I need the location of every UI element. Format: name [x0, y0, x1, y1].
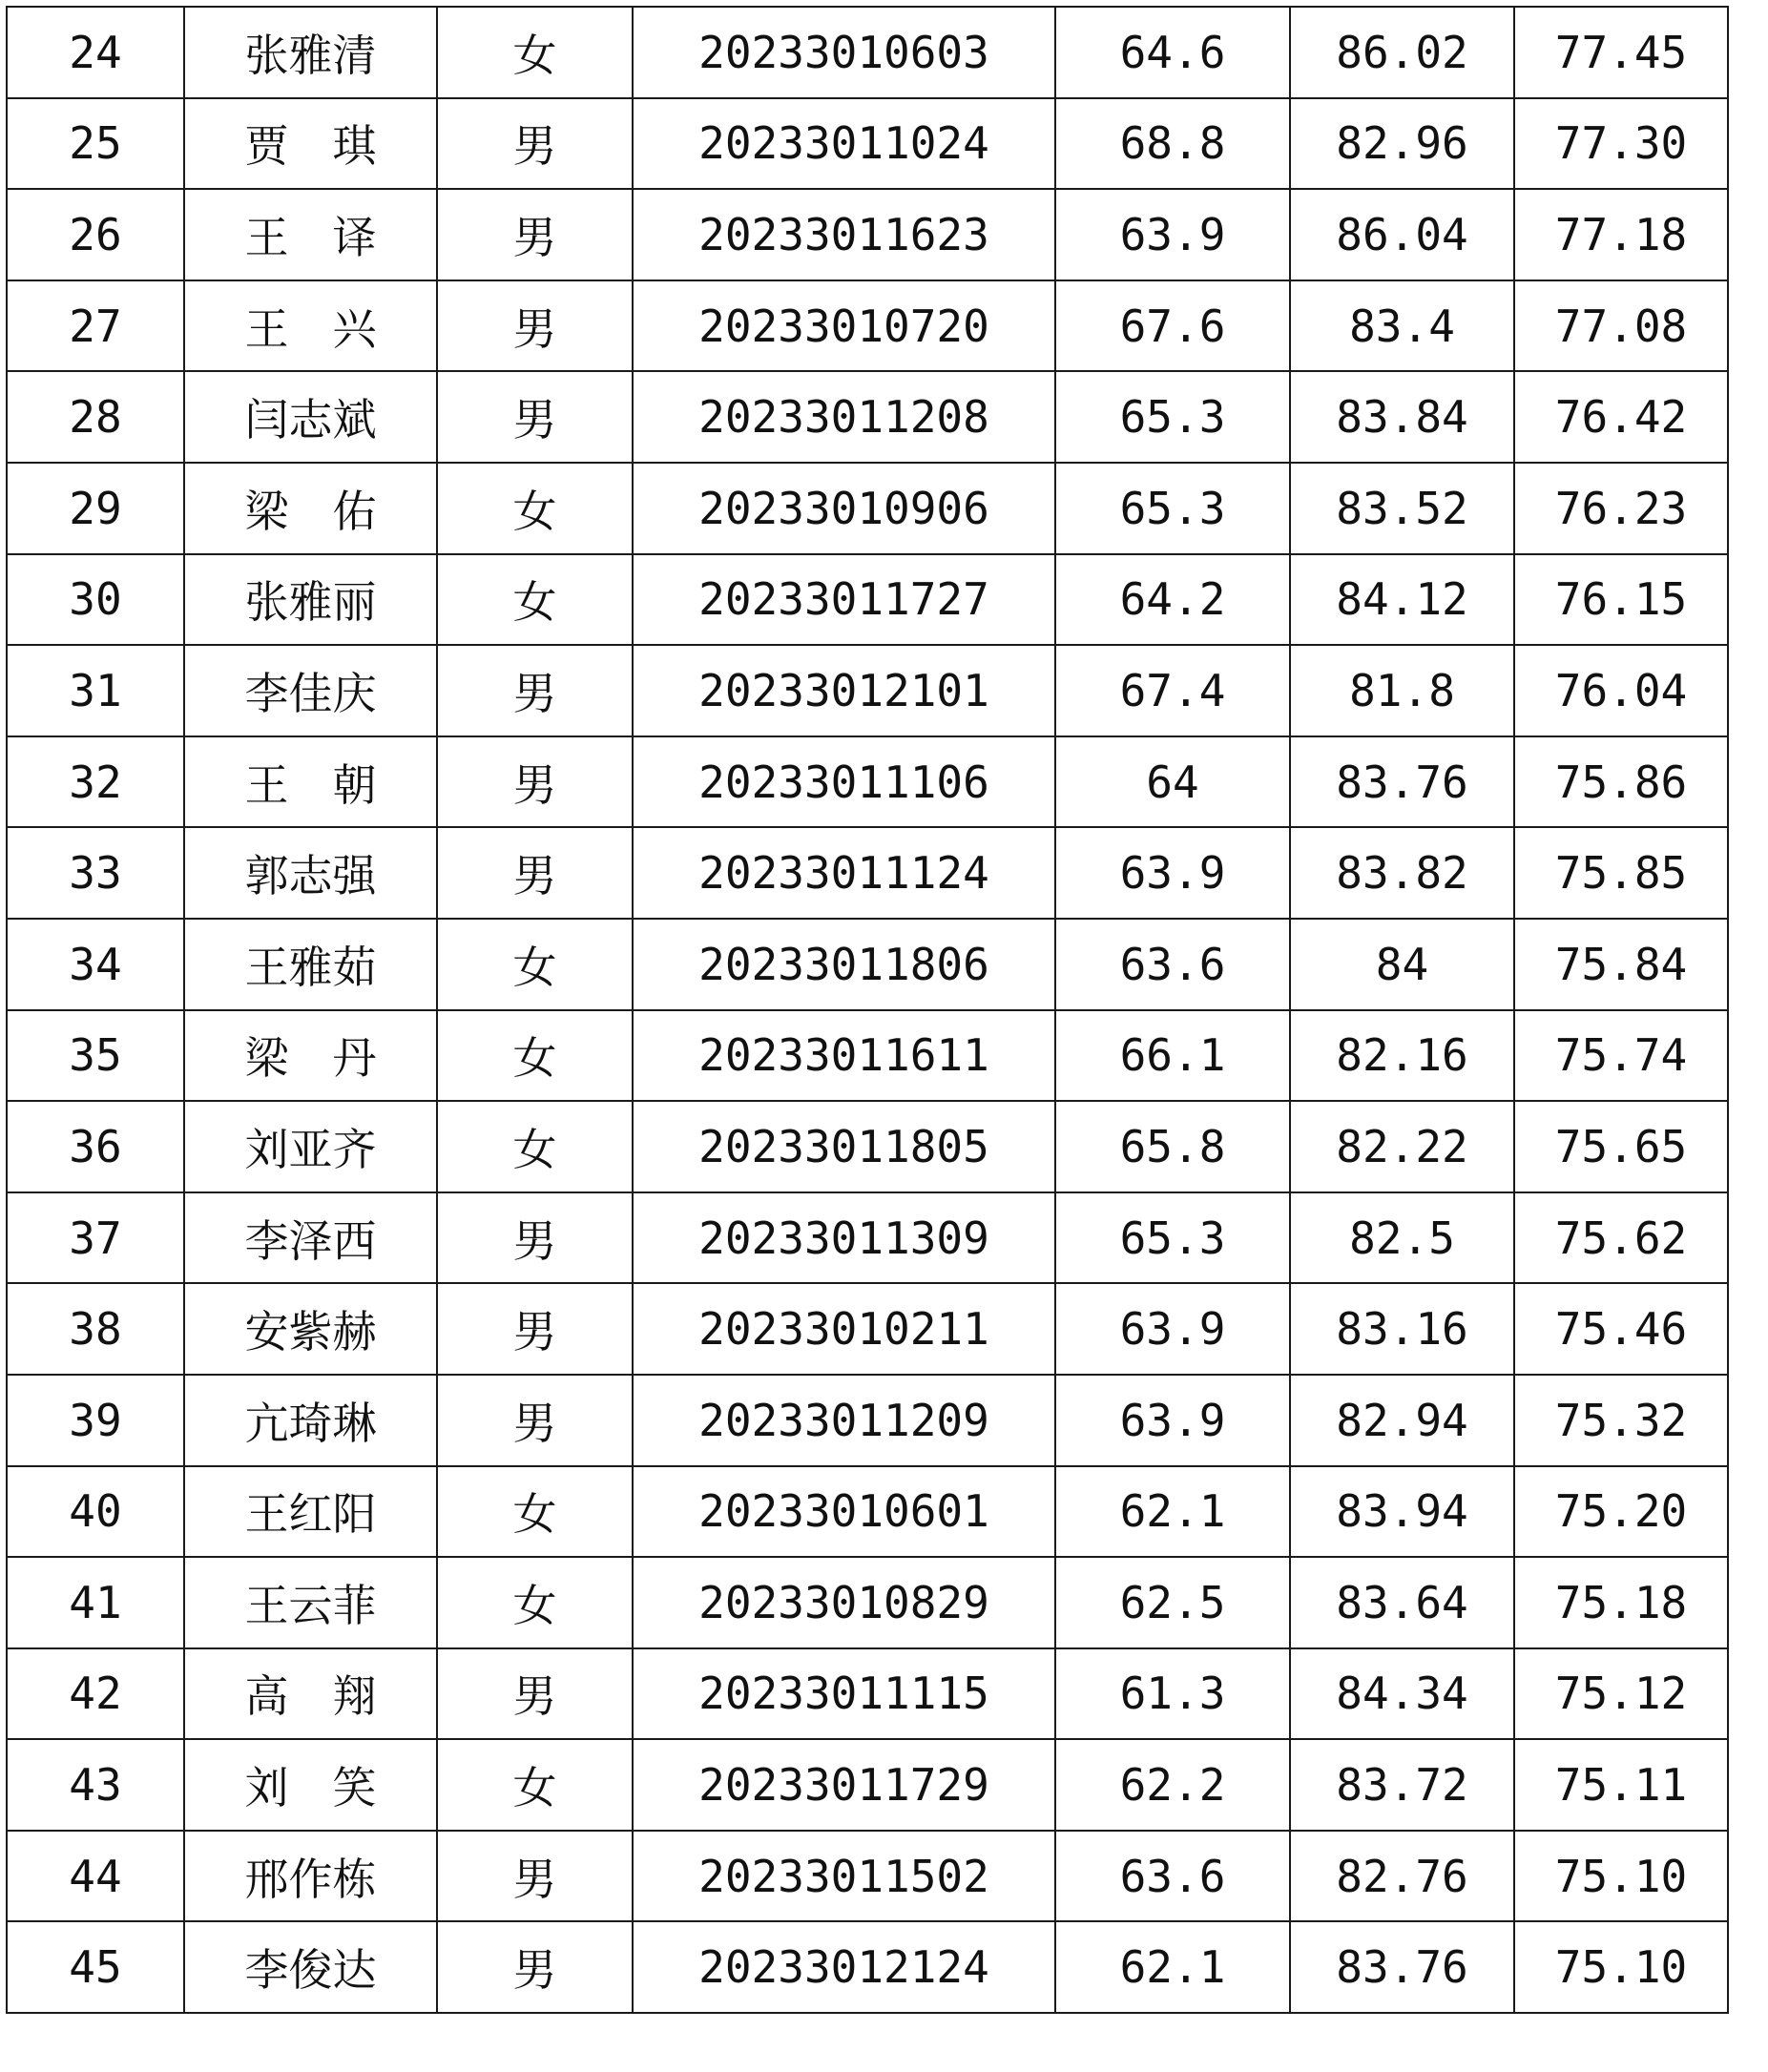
name-cell: 亢琦琳	[184, 1375, 437, 1466]
interview-score-cell: 82.16	[1290, 1010, 1514, 1102]
name-cell: 王雅茹	[184, 919, 437, 1010]
row-number-cell: 32	[7, 736, 184, 828]
exam-id-cell: 20233010603	[633, 7, 1055, 98]
table-row	[7, 1192, 1728, 1284]
total-score-cell: 75.46	[1514, 1283, 1728, 1375]
name-cell: 安紫赫	[184, 1283, 437, 1375]
table-row	[7, 645, 1728, 736]
name-cell: 王 朝	[184, 736, 437, 828]
row-number-cell: 45	[7, 1921, 184, 2013]
row-number-cell: 31	[7, 645, 184, 736]
written-score-cell: 65.3	[1055, 371, 1290, 463]
exam-id-cell: 20233011115	[633, 1648, 1055, 1740]
exam-id-cell: 20233011106	[633, 736, 1055, 828]
total-score-cell: 76.42	[1514, 371, 1728, 463]
table-row	[7, 1557, 1728, 1648]
total-score-cell: 75.62	[1514, 1192, 1728, 1284]
table-row	[7, 1466, 1728, 1558]
exam-id-cell: 20233011209	[633, 1375, 1055, 1466]
written-score-cell: 62.2	[1055, 1739, 1290, 1831]
gender-cell: 女	[437, 463, 633, 554]
name-cell: 梁 佑	[184, 463, 437, 554]
name-cell: 张雅清	[184, 7, 437, 98]
total-score-cell: 75.12	[1514, 1648, 1728, 1740]
table-row	[7, 7, 1728, 98]
exam-id-cell: 20233011805	[633, 1101, 1055, 1192]
name-cell: 李泽西	[184, 1192, 437, 1284]
interview-score-cell: 83.76	[1290, 736, 1514, 828]
total-score-cell: 75.74	[1514, 1010, 1728, 1102]
gender-cell: 男	[437, 827, 633, 919]
name-cell: 李俊达	[184, 1921, 437, 2013]
total-score-cell: 75.10	[1514, 1921, 1728, 2013]
total-score-cell: 77.18	[1514, 189, 1728, 280]
row-number-cell: 26	[7, 189, 184, 280]
name-cell: 王红阳	[184, 1466, 437, 1558]
interview-score-cell: 83.16	[1290, 1283, 1514, 1375]
interview-score-cell: 82.94	[1290, 1375, 1514, 1466]
row-number-cell: 25	[7, 98, 184, 190]
row-number-cell: 30	[7, 554, 184, 646]
exam-id-cell: 20233011208	[633, 371, 1055, 463]
gender-cell: 女	[437, 1101, 633, 1192]
gender-cell: 女	[437, 1739, 633, 1831]
written-score-cell: 63.9	[1055, 189, 1290, 280]
name-cell: 王 兴	[184, 280, 437, 372]
name-cell: 王云菲	[184, 1557, 437, 1648]
written-score-cell: 63.9	[1055, 1283, 1290, 1375]
row-number-cell: 33	[7, 827, 184, 919]
gender-cell: 男	[437, 1831, 633, 1922]
gender-cell: 女	[437, 1557, 633, 1648]
total-score-cell: 76.23	[1514, 463, 1728, 554]
table-row	[7, 1283, 1728, 1375]
name-cell: 梁 丹	[184, 1010, 437, 1102]
interview-score-cell: 82.96	[1290, 98, 1514, 190]
score-table	[6, 6, 1729, 2014]
table-row	[7, 827, 1728, 919]
row-number-cell: 41	[7, 1557, 184, 1648]
written-score-cell: 64	[1055, 736, 1290, 828]
exam-id-cell: 20233011124	[633, 827, 1055, 919]
written-score-cell: 63.9	[1055, 827, 1290, 919]
interview-score-cell: 83.76	[1290, 1921, 1514, 2013]
total-score-cell: 75.18	[1514, 1557, 1728, 1648]
interview-score-cell: 82.76	[1290, 1831, 1514, 1922]
exam-id-cell: 20233011729	[633, 1739, 1055, 1831]
gender-cell: 男	[437, 645, 633, 736]
interview-score-cell: 84.34	[1290, 1648, 1514, 1740]
exam-id-cell: 20233010601	[633, 1466, 1055, 1558]
exam-id-cell: 20233011611	[633, 1010, 1055, 1102]
total-score-cell: 76.04	[1514, 645, 1728, 736]
gender-cell: 男	[437, 1192, 633, 1284]
table-row	[7, 1831, 1728, 1922]
gender-cell: 男	[437, 371, 633, 463]
row-number-cell: 38	[7, 1283, 184, 1375]
row-number-cell: 44	[7, 1831, 184, 1922]
written-score-cell: 68.8	[1055, 98, 1290, 190]
exam-id-cell: 20233011502	[633, 1831, 1055, 1922]
interview-score-cell: 86.02	[1290, 7, 1514, 98]
name-cell: 邢作栋	[184, 1831, 437, 1922]
interview-score-cell: 83.64	[1290, 1557, 1514, 1648]
name-cell: 闫志斌	[184, 371, 437, 463]
table-row	[7, 1921, 1728, 2013]
written-score-cell: 63.6	[1055, 919, 1290, 1010]
total-score-cell: 77.08	[1514, 280, 1728, 372]
row-number-cell: 29	[7, 463, 184, 554]
name-cell: 刘亚齐	[184, 1101, 437, 1192]
written-score-cell: 64.6	[1055, 7, 1290, 98]
exam-id-cell: 20233010720	[633, 280, 1055, 372]
exam-id-cell: 20233012101	[633, 645, 1055, 736]
table-row	[7, 919, 1728, 1010]
gender-cell: 男	[437, 280, 633, 372]
total-score-cell: 75.84	[1514, 919, 1728, 1010]
written-score-cell: 65.3	[1055, 463, 1290, 554]
written-score-cell: 62.5	[1055, 1557, 1290, 1648]
table-row	[7, 1375, 1728, 1466]
table-row	[7, 189, 1728, 280]
gender-cell: 男	[437, 1648, 633, 1740]
written-score-cell: 67.6	[1055, 280, 1290, 372]
name-cell: 李佳庆	[184, 645, 437, 736]
row-number-cell: 36	[7, 1101, 184, 1192]
row-number-cell: 43	[7, 1739, 184, 1831]
total-score-cell: 77.45	[1514, 7, 1728, 98]
written-score-cell: 67.4	[1055, 645, 1290, 736]
total-score-cell: 75.10	[1514, 1831, 1728, 1922]
table-body	[7, 7, 1728, 2013]
interview-score-cell: 82.22	[1290, 1101, 1514, 1192]
written-score-cell: 66.1	[1055, 1010, 1290, 1102]
interview-score-cell: 83.82	[1290, 827, 1514, 919]
interview-score-cell: 82.5	[1290, 1192, 1514, 1284]
total-score-cell: 75.86	[1514, 736, 1728, 828]
interview-score-cell: 81.8	[1290, 645, 1514, 736]
name-cell: 王 译	[184, 189, 437, 280]
name-cell: 张雅丽	[184, 554, 437, 646]
interview-score-cell: 84	[1290, 919, 1514, 1010]
total-score-cell: 76.15	[1514, 554, 1728, 646]
written-score-cell: 62.1	[1055, 1466, 1290, 1558]
exam-id-cell: 20233011024	[633, 98, 1055, 190]
written-score-cell: 63.6	[1055, 1831, 1290, 1922]
table-row	[7, 280, 1728, 372]
table-row	[7, 1101, 1728, 1192]
gender-cell: 男	[437, 189, 633, 280]
table-row	[7, 98, 1728, 190]
table-row	[7, 1010, 1728, 1102]
written-score-cell: 61.3	[1055, 1648, 1290, 1740]
gender-cell: 女	[437, 7, 633, 98]
gender-cell: 男	[437, 736, 633, 828]
total-score-cell: 75.85	[1514, 827, 1728, 919]
table-row	[7, 1648, 1728, 1740]
exam-id-cell: 20233010829	[633, 1557, 1055, 1648]
gender-cell: 男	[437, 1921, 633, 2013]
interview-score-cell: 83.94	[1290, 1466, 1514, 1558]
interview-score-cell: 83.84	[1290, 371, 1514, 463]
table-row	[7, 554, 1728, 646]
total-score-cell: 77.30	[1514, 98, 1728, 190]
row-number-cell: 24	[7, 7, 184, 98]
gender-cell: 女	[437, 554, 633, 646]
exam-id-cell: 20233012124	[633, 1921, 1055, 2013]
interview-score-cell: 83.4	[1290, 280, 1514, 372]
interview-score-cell: 83.52	[1290, 463, 1514, 554]
written-score-cell: 65.8	[1055, 1101, 1290, 1192]
gender-cell: 男	[437, 1283, 633, 1375]
interview-score-cell: 83.72	[1290, 1739, 1514, 1831]
interview-score-cell: 84.12	[1290, 554, 1514, 646]
total-score-cell: 75.65	[1514, 1101, 1728, 1192]
table-row	[7, 736, 1728, 828]
row-number-cell: 27	[7, 280, 184, 372]
table-row	[7, 1739, 1728, 1831]
exam-id-cell: 20233011309	[633, 1192, 1055, 1284]
row-number-cell: 34	[7, 919, 184, 1010]
name-cell: 刘 笑	[184, 1739, 437, 1831]
written-score-cell: 65.3	[1055, 1192, 1290, 1284]
exam-id-cell: 20233010906	[633, 463, 1055, 554]
name-cell: 郭志强	[184, 827, 437, 919]
row-number-cell: 28	[7, 371, 184, 463]
written-score-cell: 62.1	[1055, 1921, 1290, 2013]
name-cell: 高 翔	[184, 1648, 437, 1740]
interview-score-cell: 86.04	[1290, 189, 1514, 280]
row-number-cell: 40	[7, 1466, 184, 1558]
row-number-cell: 35	[7, 1010, 184, 1102]
exam-id-cell: 20233011623	[633, 189, 1055, 280]
exam-id-cell: 20233011727	[633, 554, 1055, 646]
gender-cell: 女	[437, 919, 633, 1010]
total-score-cell: 75.32	[1514, 1375, 1728, 1466]
exam-id-cell: 20233010211	[633, 1283, 1055, 1375]
gender-cell: 男	[437, 1375, 633, 1466]
row-number-cell: 37	[7, 1192, 184, 1284]
gender-cell: 男	[437, 98, 633, 190]
table-row	[7, 463, 1728, 554]
gender-cell: 女	[437, 1010, 633, 1102]
exam-id-cell: 20233011806	[633, 919, 1055, 1010]
name-cell: 贾 琪	[184, 98, 437, 190]
total-score-cell: 75.20	[1514, 1466, 1728, 1558]
table-row	[7, 371, 1728, 463]
row-number-cell: 39	[7, 1375, 184, 1466]
total-score-cell: 75.11	[1514, 1739, 1728, 1831]
written-score-cell: 63.9	[1055, 1375, 1290, 1466]
written-score-cell: 64.2	[1055, 554, 1290, 646]
row-number-cell: 42	[7, 1648, 184, 1740]
gender-cell: 女	[437, 1466, 633, 1558]
